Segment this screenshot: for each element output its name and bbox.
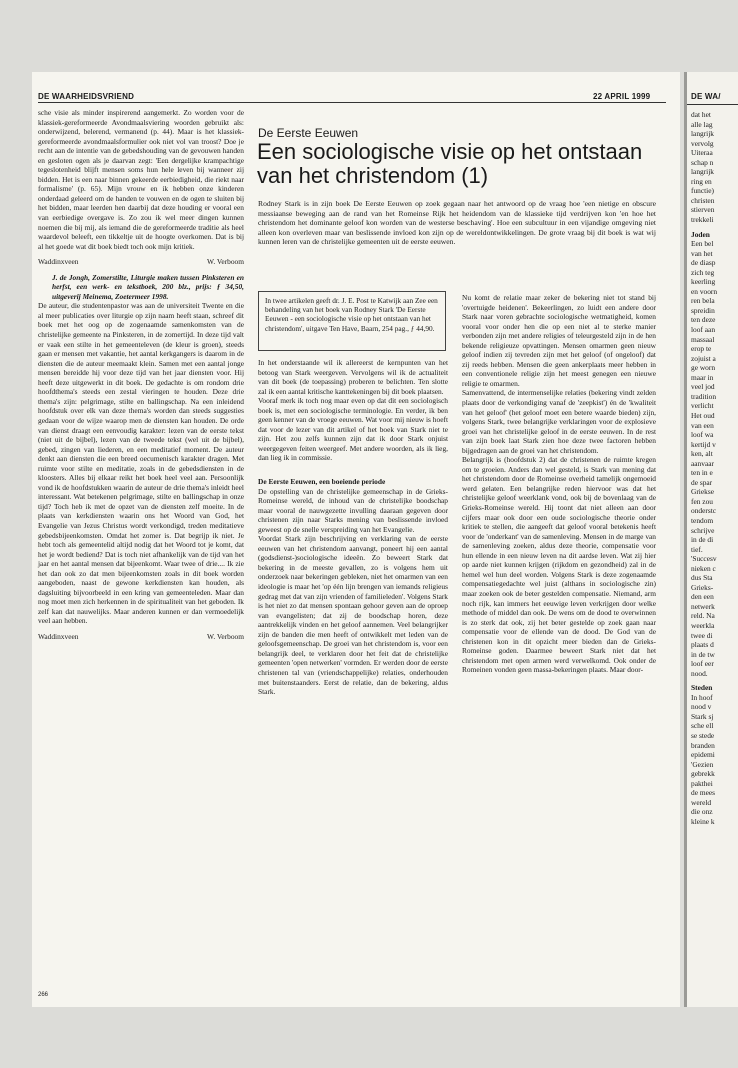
article-title: Een sociologische visie op het ontstaan van het christendom (1) bbox=[257, 139, 643, 188]
next-page-line: trekkeli bbox=[691, 215, 714, 225]
next-page-subheading-joden: Joden bbox=[691, 229, 710, 239]
next-page-line: fen zou bbox=[691, 496, 713, 506]
next-page-text bbox=[687, 110, 717, 826]
next-page-header: DE WA/ bbox=[691, 92, 721, 101]
next-page-line: se stede bbox=[691, 731, 715, 740]
next-page-line: langrijk bbox=[691, 129, 714, 139]
next-page-line: verlicht bbox=[691, 401, 714, 411]
next-page-line: en voorn bbox=[691, 286, 718, 296]
next-page-line: Het oud bbox=[691, 410, 715, 420]
next-page-line: schap n bbox=[691, 157, 714, 167]
review1-text: sche visie als minder inspirerend aangemerkt. Zo worden voor de klassiek-gereformeerde Avondmaalsviering woorden gebruikt als: onderwijzend, belerend, vermanend (p. 44). Maar is het klassiek-gereformeerde avondmaalsformulier ook niet vol van troost? Doe je recht aan de intentie van de gebedshouding van de gevouwen handen en gesloten ogen als je daarvan zegt: 'Een dergelijke krampachtige tegeslotenheid blijft mensen soms hun hele leven bij wanneer zij bidden. Het is een naar binnen gekeerde eerbiedigheid, die riekt naar formalisme' (p. 65). Mijn vrouw en ik hebben onze kinderen onderdaad geleerd om de handen te vouwen en de ogen te sluiten bij het bidden, maar leerden hen daarbij dat deze houding er vooral een van eerbiedige overgave is. Zo zou ik wel meer dingen kunnen noemen die bij mij, als iemand die de gereformeerde traditie als heel waardevol beleeft, een tikkeltje uit de hoogte overkomen. Dat is bij al het goede wat dit boek biedt toch ook mijn kritiek. bbox=[38, 108, 244, 251]
next-page-line: netwerk bbox=[691, 601, 715, 611]
next-page-line: den een bbox=[691, 592, 714, 602]
article-paragraph: Nu komt de relatie maar zeker de bekering niet tot stand bij 'overtuigde heidenen'. Bekeerlingen, zo luidt een andere door Stark naar voren gebrachte sociologische wetmatigheid, komen vooral voor onder hen die op een niet al te sterke manier verbonden zijn met andere religies of teleurgesteld zijn in de hen bekende religieuze opvattingen. Mensen omarmen geen nieuw geloof indien zij tevreden zijn met het geloof (of ongeloof) dat zij reeds hebben. Mensen die geen ankerplaats meer hebben in een conventionele religie zijn het meest genegen een nieuwe religie te omarmen. bbox=[462, 293, 656, 388]
review2-signature bbox=[38, 632, 244, 642]
publication-name: DE WAARHEIDSVRIEND bbox=[38, 92, 135, 101]
next-page-line: Griekse bbox=[691, 487, 714, 497]
next-page-line: maar in bbox=[691, 372, 714, 382]
review2-heading: J. de Jongh, Zomerstilte, Liturgie maken tussen Pinksteren en herfst, een werk- en tekstboek, 200 blz., prijs: ƒ 34,50, uitgeverij Meinema, Zoetermeer 1998. bbox=[52, 272, 244, 301]
next-page-line: de diasp bbox=[691, 258, 716, 268]
next-page-line: branden bbox=[691, 740, 715, 750]
article-kicker: De Eerste Eeuwen bbox=[258, 126, 359, 140]
next-page-line: in de di bbox=[691, 535, 714, 545]
next-page-line: 'Gezien bbox=[691, 759, 714, 769]
next-page-line: twee di bbox=[691, 630, 713, 640]
next-page-line: ren bela bbox=[691, 296, 715, 306]
next-page-line: ten deze bbox=[691, 315, 716, 325]
next-page-line: stierven bbox=[691, 205, 715, 215]
next-page-line: 'Succesv bbox=[691, 554, 717, 564]
next-page-line: loof aan bbox=[691, 325, 716, 335]
next-page-line: dat het bbox=[691, 110, 711, 119]
article-column-2 bbox=[462, 293, 656, 675]
article-paragraph: Vooraf merk ik toch nog maar even op dat dit een sociologisch boek is, met een sociologische terminologie. En verder, ik ben geen kenner van de vroege eeuwen. Wat voor mij nieuw is hoeft dat voor de lezer van dit artikel of het boek van Stark niet te zijn. Het zou zelfs kunnen zijn dat ik door Stark onjuist weergegeven feiten weergeef. Met andere woorden, als ik lieg, dan lieg ik in commissie. bbox=[258, 396, 448, 463]
next-page-line: keerling bbox=[691, 277, 716, 287]
header-rule bbox=[38, 102, 666, 103]
article-paragraph: Voordat Stark zijn beschrijving en verklaring van de eerste eeuwen van het christendom aanvangt, poneert hij een aantal (godsdienst-)sociologische ideeën. Zo beweert Stark dat bekering in de meeste gevallen, zo is volgens hem uit onderzoek naar bekeringen gebleken, niet het omarmen van een ideologie is maar het 'op één lijn brengen van iemands religieus gedrag met dat van zijn vrienden of familieleden'. Volgens Stark is het niet zo dat mensen spontaan gehoor geven aan de oproep van evangelisten; dat zij de boodschap horen, deze aantrekkelijk vinden en het geloof aannemen. Veel belangrijker zijn de banden die men heeft of ontwikkelt met leden van de geloofsgemeenschap. De groei van het christendom is, voor een belangrijk deel, te verklaren door het feit dat de christelijke gemeenten 'open netwerken' vormden. Er werden door de eerste christenen tal van (vriendschappelijke) relaties, onderhouden met buitenstaanders. Eerst de relatie, dan de bekering, aldus Stark. bbox=[258, 534, 448, 697]
review2-place: Waddinxveen bbox=[38, 631, 79, 641]
next-page-line: kleine k bbox=[691, 816, 715, 826]
next-page-line: ge worn bbox=[691, 363, 716, 373]
next-page-rule bbox=[687, 104, 738, 105]
next-page-line: nood v bbox=[691, 702, 712, 712]
next-page-line: ten in e bbox=[691, 468, 713, 478]
next-page-line: Uiteraa bbox=[691, 148, 713, 158]
next-page-line: wereld bbox=[691, 797, 712, 807]
next-page-line: tradition bbox=[691, 391, 717, 401]
section-subheading: De Eerste Eeuwen, een boeiende periode bbox=[258, 477, 386, 487]
next-page-line: pakthei bbox=[691, 778, 713, 788]
info-box: In twee artikelen geeft dr. J. E. Post te Katwijk aan Zee een behandeling van het boek van Rodney Stark 'De Eerste Eeuwen - een sociologische visie op het ontstaan van het christendom', uitgave Ten Have, Baarn, 254 pag., ƒ 44,90. bbox=[258, 291, 446, 351]
next-page-line: Grieks- bbox=[691, 582, 714, 592]
next-page-line: functie) bbox=[691, 186, 714, 196]
next-page-line: In hoof bbox=[691, 692, 713, 702]
article-paragraph: Belangrijk is (hoofdstuk 2) dat de christenen de ruimte kregen om te groeien. Anders dan wel gesteld, is Stark van mening dat het christendom door de Romeinse overheid tamelijk ongemoeid werd gelaten. Een belangrijke reden hiervoor was dat het christelijke geloof weerklank vond, ook bij de bovenlaag van de Grieks-Romeinse wereld. Hij toont dat niet alleen aan door cijfers maar ook door een oude sociologische theorie onder kritiek te stellen, die aangeeft dat geloof vooral betekenis heeft voor de 'onderkant' van de samenleving. Mensen in de marge van de samenleving zoeken, aldus deze theorie, compensatie voor hun ellende in een nieuw leven na dit aardse leven. Wat zij hier op aarde niet kunnen krijgen (rijkdom en gezondheid) zal in de hemel wel hun deel worden. Volgens Stark is deze zogenaamde compensatiegedachte wel juist (althans in sociologische zin) maar zoeken ook de beter gestelden compensatie. Niemand, arm noch rijk, kan immers het eeuwige leven verkrijgen door welke methode of middel dan ook. De wens om de dood te overwinnen is zo sterk dat ook, zij het beter gestelde op zoek gaan naar compensatie voor de ellende van de dood. De God van de christenen kon in dit opzicht meer bieden dan de Grieks-Romeinse goden. Daarmee beweert Stark niet dat het christendom met open armen werd verwelkomd. Ook onder de Romeinen vonden geen massa-bekeringen plaats. Maar door- bbox=[462, 455, 656, 675]
next-page-line: nood. bbox=[691, 668, 708, 678]
next-page-line: tendom bbox=[691, 515, 714, 525]
article-paragraph: De opstelling van de christelijke gemeenschap in de Grieks-Romeinse wereld, de inhoud van de christelijke boodschap maar vooral de nauwgezette invulling daaraan gegeven door christenen zijn naar Starks mening van beslissende invloed geweest op de snelle verspreiding van het Evangelie. bbox=[258, 486, 448, 534]
review1-signature bbox=[38, 257, 244, 267]
next-page-line: plaats d bbox=[691, 640, 714, 650]
next-page-line: massaal bbox=[691, 334, 715, 344]
next-page-line: van een bbox=[691, 420, 714, 430]
next-page-line: weerkla bbox=[691, 620, 715, 630]
next-page-subheading-steden: Steden bbox=[691, 683, 713, 693]
next-page-line: van het bbox=[691, 248, 713, 258]
next-page-line: loof wa bbox=[691, 430, 714, 440]
next-page-line: Een bel bbox=[691, 239, 714, 249]
next-page-line: kertijd v bbox=[691, 439, 716, 449]
next-page-line: ring en bbox=[691, 176, 712, 186]
next-page-line: onderstc bbox=[691, 506, 717, 516]
next-page-line: erop te bbox=[691, 344, 712, 354]
review2-author: W. Verboom bbox=[207, 631, 244, 641]
next-page-line: sche ell bbox=[691, 721, 714, 731]
next-page-line: tief. bbox=[691, 544, 703, 554]
next-page-line: reld. Na bbox=[691, 611, 715, 621]
article-column-1 bbox=[258, 358, 448, 697]
review2-text: De auteur, die studentenpastor was aan de universiteit Twente en die al meer publicaties over liturgie op zijn naam heeft staan, schreef dit boek met het oog op de zogenaamde samenkomsten van de christelijke gemeente na Pinksteren, in de zomertijd. In deze tijd valt er vaak een stilte in het gemeenteleven (de kleur is groen), steeds gaan er mensen met vakantie, het aantal kerkgangers is daarom in de diensten die de auteur meemaakt klein. Samen met een aantal jonge mensen bereidde hij voor deze tijd van het jaar diensten voor. Hij heeft deze uitgewerkt in dit boek. De gedachte is om rondom drie hoofdthema's steeds een zestal vieringen te houden. Deze drie thema's zijn: pelgrimage, stilte en ballingschap. Na een inleidend hoofdstuk over elk van deze thema's worden dan steeds suggesties gedaan voor de wijze waarop men de diensten kan houden. De orde van dienst draagt een eenvoudig karakter: lezen van de eerste tekst (niet uit de bijbel), lezen van de tweede tekst (wel uit de bijbel), gebed, zingen van liederen, en een meditatief moment. De auteur denkt aan diensten die een breed oecumenisch karakter dragen. Met ruimte voor stilte en meditatie, zoals in de gebedsdiensten in de kloosters. Alles bij elkaar reikt het boek heel veel aan. Persoonlijk vond ik de hoofdstukken waarin de auteur de drie thema's inleidt heel interessant. Wat betekenen pelgrimage, stilte en ballingschap in onze tijd? Toch heb ik met de opzet van de diensten zelf moeite. In de plaats van kerkdiensten waarin ons het Woord van God, het Evangelie van Jezus Christus wordt verkondigd, treden meditatieve gebedsbijeenkomsten. Omdat het zomer is. Dat begrijp ik niet. Je hebt toch als gemeentelid altijd nodig dat het Woord tot je komt, dat het je wordt bediend? Dat is toch niet afhankelijk van de tijd van het jaar en het aantal mensen dat bijeenkomt. Waar twee of drie.... Ik zie het dan ook zo dat men bijeenkomsten zoals in dit boek worden aangeboden, naast de gewone kerkdiensten kan houden, als dagsluiting bijvoorbeeld in een kring van gemeenteleden. Maar dan nog moet men zich herkennen in de spiritualiteit van het geboden. Ik zelf kan dat nauwelijks. Maar anderen kunnen er dan vermoedelijk veel aan hebben. bbox=[38, 301, 244, 626]
next-page-edge bbox=[684, 72, 738, 1007]
next-page-line: gebrekk bbox=[691, 769, 715, 779]
next-page-lines-3 bbox=[691, 693, 717, 827]
next-page-line: vervolg bbox=[691, 138, 714, 148]
next-page-line: zich teg bbox=[691, 267, 715, 277]
review1-place: Waddinxveen bbox=[38, 257, 79, 267]
next-page-line: langrijk bbox=[691, 167, 714, 177]
next-page-lines-2 bbox=[691, 239, 717, 678]
article-paragraph: In het onderstaande wil ik allereerst de kernpunten van het betoog van Stark weergeven. Vervolgens wil ik de actualiteit van dit boek (de toepassing) proberen te belichten. Ten slotte zal ik een aantal kritische kanttekeningen bij dit boek plaatsen. bbox=[258, 358, 448, 396]
next-page-line: zojuist a bbox=[691, 353, 716, 363]
next-page-line: Stark sj bbox=[691, 711, 714, 721]
article-paragraph: Samenvattend, de intermenselijke relaties (bekering vindt zelden plaats door de verkondiging vanaf de 'zeepkist') én de 'kwaliteit van het geloof' (het geloof moet een betere waarde bieden) zijn, volgens Stark, twee belangrijke verklaringen voor de explosieve groei van het christelijke geloof in de eerste eeuwen. In de rest van zijn boek laat Stark zien hoe deze twee factoren hebben bijgedragen aan de groei van het christendom. bbox=[462, 388, 656, 455]
page-number: 266 bbox=[38, 992, 49, 998]
next-page-line: de mees bbox=[691, 788, 716, 798]
next-page-line: in de tw bbox=[691, 649, 715, 659]
next-page-line: aanvaar bbox=[691, 458, 714, 468]
article-intro: Rodney Stark is in zijn boek De Eerste Eeuwen op zoek gegaan naar het antwoord op de vraag hoe 'een nietige en obscure messiaanse beweging aan de rand van het Romeinse Rijk het heidendom van de klassieke tijd verdrijven kon 'en hoe het christendom het dominante geloof kon worden van de westerse beschaving'. Hoe een subcultuur in een vijandige omgeving niet alleen kon overleven maar van beslissende invloed kon zijn op de wereldontwikkelingen. De grote vraag bij dit boek is wat wij kunnen leren van de christelijke gemeenten uit de eerste eeuwen. bbox=[258, 199, 656, 247]
publication-date: 22 APRIL 1999 bbox=[593, 92, 651, 101]
next-page-line: alle lag bbox=[691, 119, 713, 129]
next-page-lines-1 bbox=[691, 110, 717, 225]
next-page-line: schrijve bbox=[691, 525, 715, 535]
left-review-column bbox=[38, 108, 244, 648]
next-page-line: epidemi bbox=[691, 750, 715, 760]
next-page-line: loof eer bbox=[691, 659, 714, 669]
next-page-line: ken, alt bbox=[691, 449, 713, 459]
next-page-line: christen bbox=[691, 195, 715, 205]
next-page-line: spreidin bbox=[691, 305, 715, 315]
next-page-line: nieken c bbox=[691, 563, 716, 573]
next-page-line: veel jod bbox=[691, 382, 715, 392]
next-page-line: de spar bbox=[691, 477, 713, 487]
review1-author: W. Verboom bbox=[207, 257, 244, 267]
next-page-line: die onz bbox=[691, 807, 713, 817]
next-page-line: dus Sta bbox=[691, 573, 713, 583]
